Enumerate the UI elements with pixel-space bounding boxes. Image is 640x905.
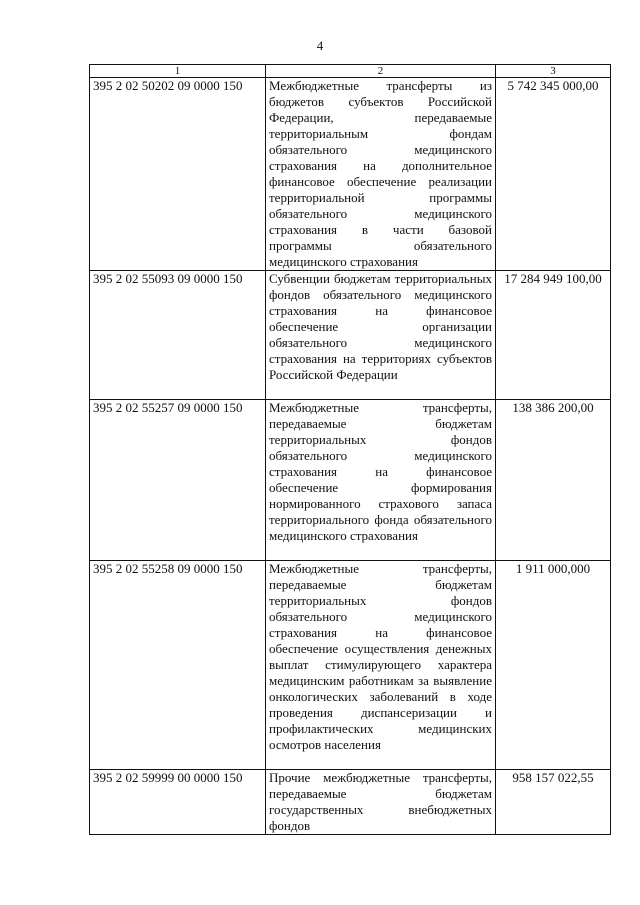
amount-cell: 5 742 345 000,00 [496,78,611,271]
budget-code-cell: 395 2 02 55093 09 0000 150 [90,271,266,400]
table-row [90,561,611,770]
table-row [90,271,611,400]
description-cell: Прочие межбюджетные трансферты, передаваемые бюджетам государственных внебюджетных фондов [266,770,496,835]
description-cell: Межбюджетные трансферты, передаваемые бюджетам территориальных фондов обязательного медицинского страхования на финансовое обеспечение формирования нормированного страхового запаса территориального фонда обязательного медицинского страхования [266,400,496,561]
header-row [90,65,611,78]
amount-cell: 1 911 000,000 [496,561,611,770]
description-cell: Межбюджетные трансферты из бюджетов субъектов Российской Федерации, передаваемые территориальным фондам обязательного медицинского страхования на дополнительное финансовое обеспечение реализации территориальной программы обязательного медицинского страхования в части базовой программы обязательного медицинского страхования [266,78,496,271]
budget-code-cell: 395 2 02 50202 09 0000 150 [90,78,266,271]
description-cell: Субвенции бюджетам территориальных фондов обязательного медицинского страхования на финансовое обеспечение организации обязательного медицинского страхования на территориях субъектов Российской Федерации [266,271,496,400]
table-row [90,400,611,561]
table-row [90,770,611,835]
column-header-amount: 3 [496,65,611,78]
amount-cell: 17 284 949 100,00 [496,271,611,400]
budget-code-cell: 395 2 02 55258 09 0000 150 [90,561,266,770]
table-row [90,78,611,271]
column-header-code: 1 [90,65,266,78]
page-number: 4 [316,38,324,53]
amount-cell: 138 386 200,00 [496,400,611,561]
budget-table [89,64,611,835]
column-header-description: 2 [266,65,496,78]
amount-cell: 958 157 022,55 [496,770,611,835]
description-cell: Межбюджетные трансферты, передаваемые бюджетам территориальных фондов обязательного медицинского страхования на финансовое обеспечение осуществления денежных выплат стимулирующего характера медицинским работникам за выявление онкологических заболеваний в ходе проведения диспансеризации и профилактических медицинских осмотров населения [266,561,496,770]
budget-code-cell: 395 2 02 59999 00 0000 150 [90,770,266,835]
budget-code-cell: 395 2 02 55257 09 0000 150 [90,400,266,561]
